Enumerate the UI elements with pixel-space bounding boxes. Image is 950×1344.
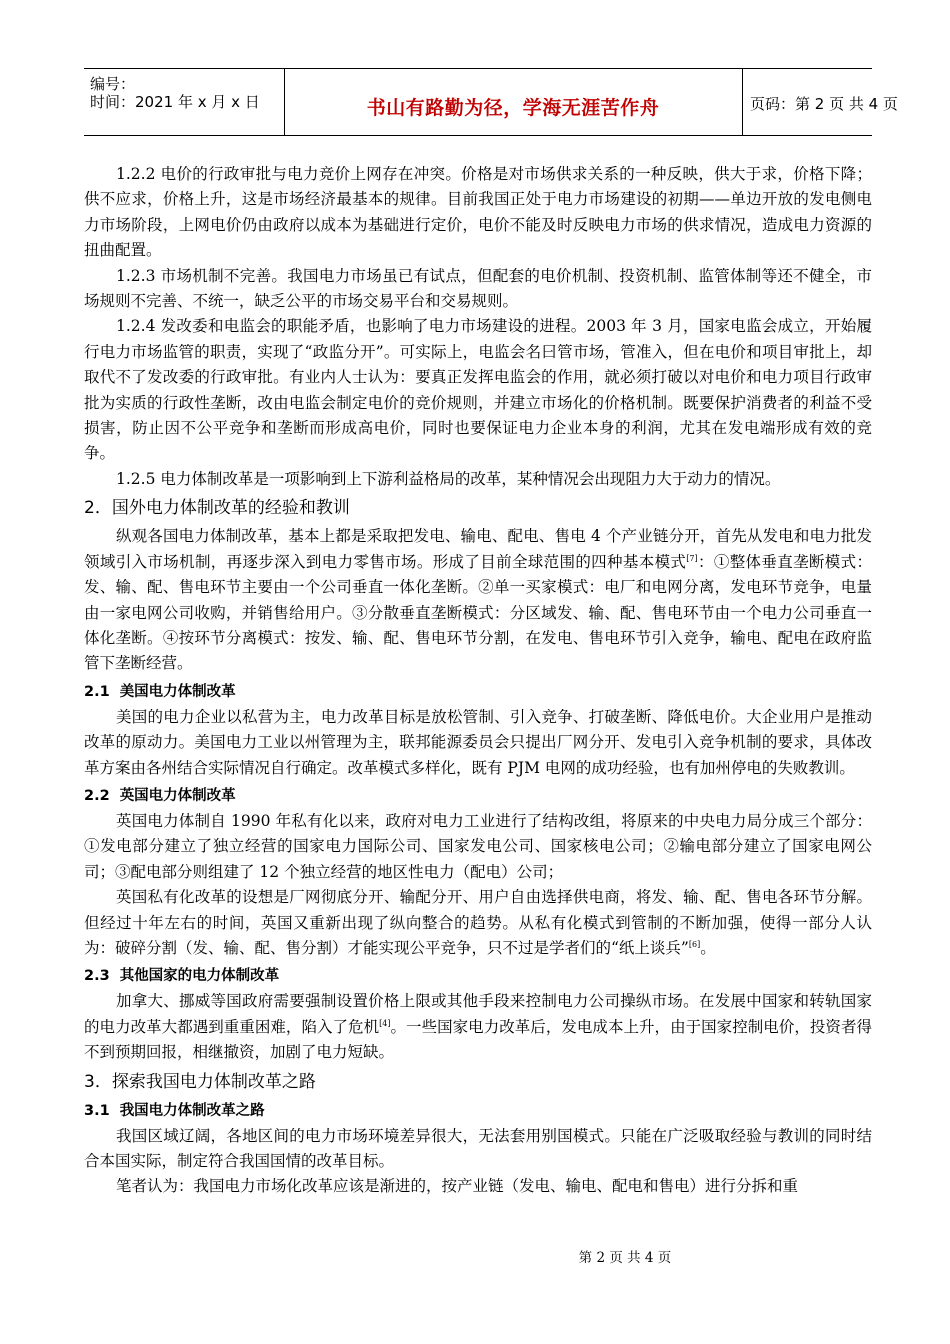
section-2-3-title: 其他国家的电力体制改革 (119, 968, 280, 985)
paragraph-2-3-text: 加拿大、挪威等国政府需要强制设置价格上限或其他手段来控制电力公司操纵市场。在发展中国家和转轨国家的电力改革大都遇到重重困难，陷入了危机 (84, 992, 872, 1036)
section-2-2-title: 英国电力体制改革 (119, 787, 236, 804)
citation-6: [6] (688, 939, 701, 949)
citation-7: [7] (686, 553, 698, 563)
paragraph-1-2-5: 1.2.5 电力体制改革是一项影响到上下游利益格局的改革，某种情况会出现阻力大于动力的情况。 (116, 469, 781, 488)
section-3-1-number: 3.1 (84, 1102, 110, 1119)
section-3-1-heading (84, 1098, 872, 1124)
paragraph-2-3 (84, 989, 872, 1065)
page-header (84, 68, 898, 136)
section-2-1-title: 美国电力体制改革 (119, 683, 236, 700)
paragraph-2-3-end: 。一些国家电力改革后，发电成本上升，由于国家控制电价，投资者得不到预期回报，相继撤资，加剧了电力短缺。 (84, 1017, 872, 1062)
section-3-heading: 3．探索我国电力体制改革之路 (84, 1071, 316, 1092)
paragraph-3-1-b: 笔者认为：我国电力市场化改革应该是渐进的，按产业链（发电、输电、配电和售电）进行分拆和重 (116, 1177, 799, 1196)
paragraph-1-2-4: 1.2.4 发改委和电监会的职能矛盾，也影响了电力市场建设的进程。2003 年 3 月，国家电监会成立，开始履行电力市场监管的职责，实现了“政监分开”。可实际上，电监会名曰管市场，管准入，但在电价和项目审批上，却取代不了发改委的行政审批。有业内人士认为：要真正发挥电监会的作用，就必须打破以对电价和电力项目行政审批为实质的行政性垄断，改由电监会制定电价的竞价规则，并建立市场化的价格机制。既要保护消费者的利益不受损害，防止因不公平竞争和垄断而形成高电价，同时也要保证电力企业本身的利润，尤其在发电端形成有效的竞争。 (84, 317, 872, 463)
citation-4: [4] (379, 1018, 391, 1028)
header-motto-cell (284, 69, 743, 135)
paragraph-1-2-2: 1.2.2 电价的行政审批与电力竞价上网存在冲突。价格是对市场供求关系的一种反映，供大于求，价格下降；供不应求，价格上升，这是市场经济最基本的规律。目前我国正处于电力市场建设的初期——单边开放的发电侧电力市场阶段，上网电价仍由政府以成本为基础进行定价，电价不能及时反映电力市场的供求情况，造成电力资源的扭曲配置。 (84, 165, 872, 260)
header-info-cell (84, 69, 285, 135)
paragraph-2-2-b-text: 英国私有化改革的设想是厂网彻底分开、输配分开、用户自由选择供电商，将发、输、配、售电各环节分解。但经过十年左右的时间，英国又重新出现了纵向整合的趋势。从私有化模式到管制的不断加强，使得一部分人认为：破碎分割（发、输、配、售分割）才能实现公平竞争，只不过是学者们的“纸上谈兵” (84, 888, 872, 957)
paragraph-1-2-3: 1.2.3 市场机制不完善。我国电力市场虽已有试点，但配套的电价机制、投资机制、监管体制等还不健全，市场规则不完善、不统一，缺乏公平的市场交易平台和交易规则。 (84, 266, 872, 311)
section-3-1-title: 我国电力体制改革之路 (119, 1102, 265, 1119)
section-2-3-heading (84, 963, 872, 989)
section-2-2-heading (84, 783, 872, 809)
paragraph-2-2-a: 英国电力体制自 1990 年私有化以来，政府对电力工业进行了结构改组，将原来的中央电力局分成三个部分：①发电部分建立了独立经营的国家电力国际公司、国家发电公司、国家核电公司；②输电部分建立了国家电网公司；③配电部分则组建了 12 个独立经营的地区性电力（配电）公司； (84, 811, 872, 881)
document-body (84, 162, 872, 1200)
paragraph-2-intro-text-b: ：①整体垂直垄断模式：发、输、配、售电环节主要由一个公司垂直一体化垄断。②单一买家模式：电厂和电网分离，发电环节竞争，电量由一家电网公司收购，并销售给用户。③分散垂直垄断模式：分区域发、输、配、售电环节由一个电力公司垂直一体化垄断。④按环节分离模式：按发、输、配、售电环节分割，在发电、售电环节引入竞争，输电、配电在政府监管下垄断经营。 (84, 552, 872, 673)
section-2-1-number: 2.1 (84, 683, 110, 700)
header-page-number: 页码：第 2 页 共 4 页 (750, 95, 898, 113)
header-page-cell (742, 69, 898, 135)
page-footer: 第 2 页 共 4 页 (578, 1250, 672, 1266)
paragraph-3-1-a: 我国区域辽阔，各地区间的电力市场环境差异很大，无法套用别国模式。只能在广泛吸取经验与教训的同时结合本国实际，制定符合我国国情的改革目标。 (84, 1126, 872, 1170)
paragraph-2-1: 美国的电力企业以私营为主，电力改革目标是放松管制、引入竞争、打破垄断、降低电价。大企业用户是推动改革的原动力。美国电力工业以州管理为主，联邦能源委员会只提出厂网分开、发电引入竞争机制的要求，具体改革方案由各州结合实际情况自行确定。改革模式多样化，既有 PJM 电网的成功经验，也有加州停电的失败教训。 (84, 707, 872, 777)
document-number-label: 编号： (90, 75, 136, 93)
paragraph-2-intro-text-a: 纵观各国电力体制改革，基本上都是采取把发电、输电、配电、售电 4 个产业链分开，首先从发电和电力批发领域引入市场机制，再逐步深入到电力零售市场。形成了目前全球范围的四种基本模式 (84, 527, 872, 571)
document-time-label: 时间：2021 年 x 月 x 日 (90, 93, 260, 111)
paragraph-2-2-b (84, 885, 872, 961)
paragraph-2-intro (84, 524, 872, 676)
section-2-1-heading (84, 679, 872, 705)
section-2-3-number: 2.3 (84, 968, 110, 985)
section-2-heading: 2．国外电力体制改革的经验和教训 (84, 498, 350, 519)
section-2-2-number: 2.2 (84, 787, 110, 804)
paragraph-2-2-b-end: 。 (700, 938, 716, 957)
header-motto: 书山有路勤为径，学海无涯苦作舟 (366, 97, 660, 119)
